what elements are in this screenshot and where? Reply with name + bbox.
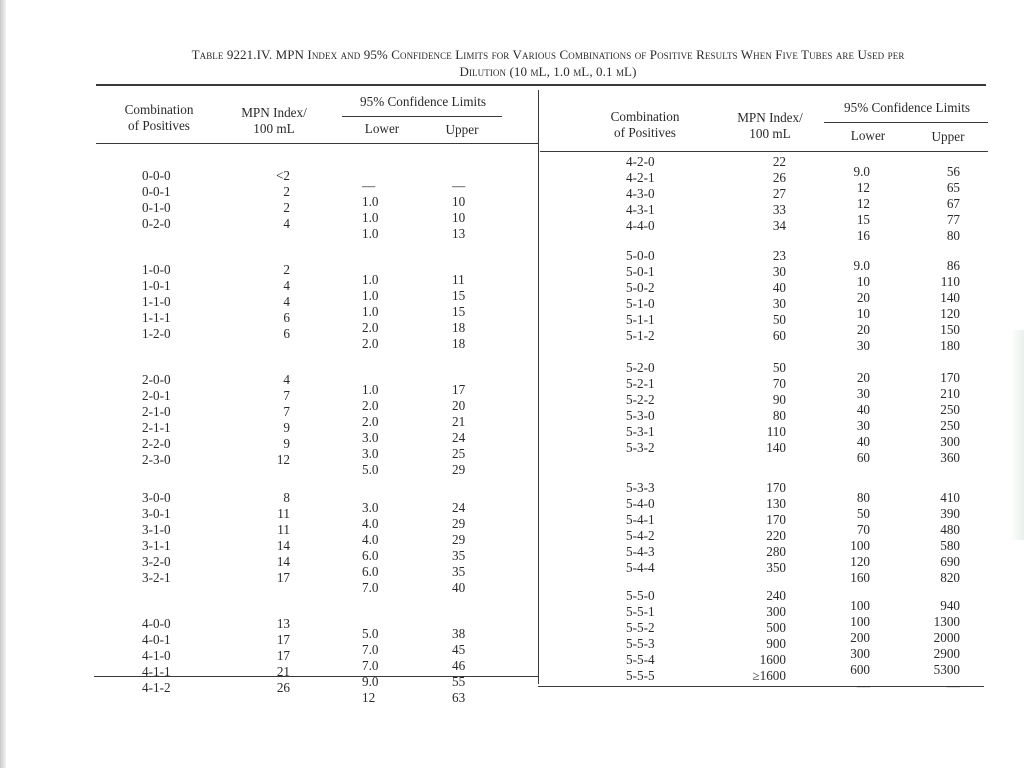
mpn-cell: 33 [772, 202, 786, 217]
combination-cell: 5-5-4 [626, 652, 655, 667]
header-lower-right: Lower [850, 128, 886, 143]
combination-cell: 5-1-2 [626, 328, 655, 343]
mpn-cell: 14 [276, 554, 290, 569]
combination-cell: 5-2-1 [626, 376, 655, 391]
mpn-cell: 23 [772, 248, 786, 263]
upper-cell: 820 [940, 570, 960, 585]
lower-cell: 20 [856, 370, 870, 385]
combination-cell: 5-3-0 [626, 408, 655, 423]
lower-cell: 10 [856, 274, 870, 289]
mpn-cell: 140 [766, 440, 786, 455]
upper-cell: 18 [452, 320, 466, 335]
upper-cell: 29 [452, 532, 466, 547]
upper-cell: 20 [452, 398, 466, 413]
lower-cell: 30 [856, 386, 870, 401]
mpn-cell: ≥1600 [752, 668, 786, 683]
upper-cell: 24 [452, 430, 466, 445]
upper-cell: 24 [452, 500, 466, 515]
upper-cell: 250 [940, 402, 960, 417]
mpn-cell: 11 [277, 506, 290, 521]
mpn-cell: 130 [766, 496, 786, 511]
group-spacer [830, 586, 870, 598]
upper-cell: 2000 [933, 630, 960, 645]
lower-cell: 7.0 [362, 658, 379, 673]
mpn-cell: 7 [283, 404, 290, 419]
upper-cell: 56 [946, 164, 960, 179]
combination-cell: 4-0-0 [142, 616, 171, 631]
mpn-cell: 170 [766, 480, 786, 495]
combination-cell: 3-2-0 [142, 554, 171, 569]
combination-cell: 5-4-2 [626, 528, 655, 543]
mpn-cell: 21 [276, 664, 290, 679]
combination-cell: 2-1-1 [142, 420, 171, 435]
lower-cell: 1.0 [362, 194, 379, 209]
group-spacer [830, 466, 870, 490]
combination-cell: 5-0-1 [626, 264, 655, 279]
mpn-cell: 9 [283, 436, 290, 451]
lower-cell: 120 [850, 554, 870, 569]
combination-cell: 5-2-2 [626, 392, 655, 407]
upper-cell: 18 [452, 336, 466, 351]
combination-cell: 4-3-0 [626, 186, 655, 201]
lower-cell: 1.0 [362, 304, 379, 319]
lower-cell: 12 [856, 196, 870, 211]
upper-cell: 29 [452, 516, 466, 531]
combination-cell: 5-4-4 [626, 560, 655, 575]
mpn-cell: 17 [276, 570, 290, 585]
lower-cell: 9.0 [362, 674, 379, 689]
combination-cell: 5-3-1 [626, 424, 655, 439]
lower-cell: 2.0 [362, 398, 379, 413]
lower-cell: 5.0 [362, 462, 379, 477]
top-rule [96, 84, 986, 86]
lower-cell: 100 [850, 538, 870, 553]
group-spacer [916, 466, 960, 490]
combination-cell: 4-2-1 [626, 170, 655, 185]
group-spacer [916, 586, 960, 598]
combination-cell: 3-2-1 [142, 570, 171, 585]
mpn-cell: 26 [276, 680, 290, 695]
combination-cell: 5-5-1 [626, 604, 655, 619]
mpn-cell: 240 [766, 588, 786, 603]
lower-cell: 12 [856, 180, 870, 195]
combination-cell: 1-1-1 [142, 310, 171, 325]
combination-cell: 1-1-0 [142, 294, 171, 309]
upper-cell: 5300 [933, 662, 960, 677]
lower-cell: 20 [856, 322, 870, 337]
combination-cell: 4-3-1 [626, 202, 655, 217]
lower-cell: 9.0 [853, 258, 870, 273]
upper-cell: 46 [452, 658, 466, 673]
lower-cell: 1.0 [362, 210, 379, 225]
lower-cell: — [856, 678, 870, 693]
mpn-cell: 13 [276, 616, 290, 631]
upper-cell: 10 [452, 194, 466, 209]
upper-cell: 35 [452, 564, 466, 579]
right-combination-column [626, 154, 696, 684]
lower-cell: 9.0 [853, 164, 870, 179]
group-spacer [626, 344, 696, 360]
mpn-cell: 50 [772, 312, 786, 327]
lower-cell: 40 [856, 434, 870, 449]
header-lower: Lower [364, 121, 400, 136]
mpn-cell: 22 [772, 154, 786, 169]
lower-cell: 1.0 [362, 226, 379, 241]
upper-cell: 38 [452, 626, 466, 641]
header-mpn-line1: MPN Index/ [241, 105, 307, 120]
combination-cell: 1-0-1 [142, 278, 171, 293]
table-caption [128, 46, 968, 80]
table-caption-line2: Dilution (10 mL, 1.0 mL, 0.1 mL) [459, 64, 637, 79]
lower-cell: 16 [856, 228, 870, 243]
table-right-half [0, 90, 1024, 693]
lower-cell: 20 [856, 290, 870, 305]
combination-cell: 5-5-5 [626, 668, 655, 683]
upper-cell: 17 [452, 382, 466, 397]
lower-cell: 1.0 [362, 288, 379, 303]
header-upper-right: Upper [931, 129, 965, 144]
mpn-cell: 6 [283, 326, 290, 341]
combination-cell: 5-0-0 [626, 248, 655, 263]
lower-cell: 2.0 [362, 320, 379, 335]
mpn-cell: 34 [772, 218, 786, 233]
upper-cell: 80 [946, 228, 960, 243]
mpn-cell: 30 [772, 296, 786, 311]
mpn-cell: 2 [283, 200, 290, 215]
mpn-cell: 60 [772, 328, 786, 343]
upper-cell: 15 [452, 304, 466, 319]
upper-cell: 86 [946, 258, 960, 273]
combination-cell: 2-0-1 [142, 388, 171, 403]
upper-cell: 45 [452, 642, 466, 657]
combination-cell: 0-2-0 [142, 216, 171, 231]
combination-cell: 5-1-1 [626, 312, 655, 327]
lower-cell: 3.0 [362, 446, 379, 461]
mpn-cell: 70 [772, 376, 786, 391]
upper-cell: 480 [940, 522, 960, 537]
combination-cell: 5-4-3 [626, 544, 655, 559]
upper-cell: 250 [940, 418, 960, 433]
combination-cell: 5-3-2 [626, 440, 655, 455]
combination-cell: 4-1-0 [142, 648, 171, 663]
lower-cell: 6.0 [362, 564, 379, 579]
mpn-cell: 500 [766, 620, 786, 635]
mpn-cell: 4 [283, 372, 290, 387]
header-combination-right [590, 109, 700, 141]
combination-cell: 5-5-3 [626, 636, 655, 651]
lower-cell: 4.0 [362, 532, 379, 547]
combination-cell: 5-0-2 [626, 280, 655, 295]
header-combination-line1: Combination [124, 102, 194, 117]
header-mpn-line2: 100 mL [253, 121, 295, 136]
mpn-cell: 14 [276, 538, 290, 553]
combination-cell: 5-3-3 [626, 480, 655, 495]
mpn-cell: <2 [275, 168, 290, 183]
upper-cell: 120 [940, 306, 960, 321]
upper-cell: 300 [940, 434, 960, 449]
group-spacer [916, 354, 960, 370]
upper-cell: 2900 [933, 646, 960, 661]
upper-cell: 1300 [933, 614, 960, 629]
lower-cell: 50 [856, 506, 870, 521]
right-lower-column [830, 164, 870, 694]
combination-cell: 2-1-0 [142, 404, 171, 419]
upper-cell: 13 [452, 226, 466, 241]
upper-cell: 65 [946, 180, 960, 195]
mpn-cell: 17 [276, 632, 290, 647]
mpn-cell: 6 [283, 310, 290, 325]
upper-cell: 210 [940, 386, 960, 401]
mpn-cell: 40 [772, 280, 786, 295]
mpn-cell: 4 [283, 216, 290, 231]
upper-cell: 360 [940, 450, 960, 465]
group-spacer [720, 576, 786, 588]
combination-cell: 3-1-0 [142, 522, 171, 537]
lower-cell: 300 [850, 646, 870, 661]
group-spacer [830, 244, 870, 258]
combination-cell: 4-0-1 [142, 632, 171, 647]
lower-cell: 12 [362, 690, 376, 705]
group-spacer [720, 456, 786, 480]
combination-cell: 5-1-0 [626, 296, 655, 311]
upper-cell: 10 [452, 210, 466, 225]
lower-cell: 40 [856, 402, 870, 417]
lower-cell: 7.0 [362, 580, 379, 595]
combination-cell: 3-0-0 [142, 490, 171, 505]
upper-cell: 35 [452, 548, 466, 563]
lower-cell: 10 [856, 306, 870, 321]
header-combination-right-line2: of Positives [614, 125, 676, 140]
mpn-cell: 30 [772, 264, 786, 279]
right-mpn-column [720, 154, 786, 684]
mpn-cell: 300 [766, 604, 786, 619]
group-spacer [830, 354, 870, 370]
lower-cell: 1.0 [362, 272, 379, 287]
header-mpn-right-line2: 100 mL [749, 126, 791, 141]
combination-cell: 5-5-2 [626, 620, 655, 635]
header-combination-line2: of Positives [128, 118, 190, 133]
mpn-cell: 280 [766, 544, 786, 559]
header-upper: Upper [445, 122, 479, 137]
group-spacer [626, 456, 696, 480]
header-mpn-index-right [720, 110, 820, 142]
upper-cell: 25 [452, 446, 466, 461]
upper-cell: 67 [946, 196, 960, 211]
group-spacer [720, 344, 786, 360]
upper-cell: — [452, 178, 466, 193]
lower-cell: 3.0 [362, 430, 379, 445]
upper-cell: 55 [452, 674, 466, 689]
lower-cell: 200 [850, 630, 870, 645]
lower-cell: — [362, 178, 376, 193]
lower-cell: 4.0 [362, 516, 379, 531]
combination-cell: 2-0-0 [142, 372, 171, 387]
mpn-cell: 4 [283, 294, 290, 309]
lower-cell: 5.0 [362, 626, 379, 641]
mpn-cell: 2 [283, 184, 290, 199]
upper-cell: 580 [940, 538, 960, 553]
lower-cell: 100 [850, 614, 870, 629]
upper-cell: 140 [940, 290, 960, 305]
upper-cell: 410 [940, 490, 960, 505]
lower-cell: 160 [850, 570, 870, 585]
lower-cell: 3.0 [362, 500, 379, 515]
mpn-cell: 50 [772, 360, 786, 375]
mpn-cell: 17 [276, 648, 290, 663]
group-spacer [626, 234, 696, 248]
combination-cell: 1-2-0 [142, 326, 171, 341]
mpn-cell: 7 [283, 388, 290, 403]
table-caption-label: Table 9221.IV. [191, 47, 273, 62]
upper-cell: 940 [940, 598, 960, 613]
lower-cell: 2.0 [362, 414, 379, 429]
lower-cell: 2.0 [362, 336, 379, 351]
combination-cell: 5-2-0 [626, 360, 655, 375]
combination-cell: 4-2-0 [626, 154, 655, 169]
table-caption-line1: MPN Index and 95% Confidence Limits for Various Combinations of Positive Results When Five Tubes are Used per [275, 47, 905, 62]
group-spacer [916, 244, 960, 258]
group-spacer [720, 234, 786, 248]
mpn-cell: 9 [283, 420, 290, 435]
lower-cell: 600 [850, 662, 870, 677]
upper-cell: 150 [940, 322, 960, 337]
mpn-cell: 1600 [759, 652, 786, 667]
lower-cell: 70 [856, 522, 870, 537]
lower-cell: 7.0 [362, 642, 379, 657]
combination-cell: 4-1-1 [142, 664, 171, 679]
upper-cell: 110 [940, 274, 960, 289]
upper-cell: 390 [940, 506, 960, 521]
mpn-cell: 2 [283, 262, 290, 277]
combination-cell: 4-4-0 [626, 218, 655, 233]
combination-cell: 1-0-0 [142, 262, 171, 277]
upper-cell: 15 [452, 288, 466, 303]
lower-cell: 1.0 [362, 382, 379, 397]
mpn-cell: 350 [766, 560, 786, 575]
combination-cell: 4-1-2 [142, 680, 171, 695]
mpn-cell: 11 [277, 522, 290, 537]
mpn-cell: 220 [766, 528, 786, 543]
lower-cell: 30 [856, 418, 870, 433]
combination-cell: 5-4-0 [626, 496, 655, 511]
mpn-cell: 8 [283, 490, 290, 505]
upper-cell: 40 [452, 580, 466, 595]
group-spacer [626, 576, 696, 588]
header-confidence-limits: 95% Confidence Limits [360, 94, 486, 109]
lower-cell: 60 [856, 450, 870, 465]
upper-cell: 29 [452, 462, 466, 477]
lower-cell: 15 [856, 212, 870, 227]
lower-cell: 6.0 [362, 548, 379, 563]
upper-cell: 690 [940, 554, 960, 569]
mpn-cell: 170 [766, 512, 786, 527]
lower-cell: 100 [850, 598, 870, 613]
upper-cell: 11 [452, 272, 465, 287]
mpn-cell: 80 [772, 408, 786, 423]
mpn-cell: 4 [283, 278, 290, 293]
upper-cell: 77 [946, 212, 960, 227]
combination-cell: 0-1-0 [142, 200, 171, 215]
upper-cell: 63 [452, 690, 466, 705]
combination-cell: 2-3-0 [142, 452, 171, 467]
mpn-cell: 27 [772, 186, 786, 201]
header-mpn-right-line1: MPN Index/ [737, 110, 803, 125]
upper-cell: 170 [940, 370, 960, 385]
mpn-cell: 26 [772, 170, 786, 185]
mpn-cell: 90 [772, 392, 786, 407]
combination-cell: 0-0-0 [142, 168, 171, 183]
upper-cell: — [946, 678, 960, 693]
upper-cell: 21 [452, 414, 466, 429]
combination-cell: 2-2-0 [142, 436, 171, 451]
combination-cell: 3-1-1 [142, 538, 171, 553]
mpn-cell: 110 [766, 424, 786, 439]
mpn-cell: 900 [766, 636, 786, 651]
combination-cell: 5-4-1 [626, 512, 655, 527]
combination-cell: 0-0-1 [142, 184, 171, 199]
mpn-cell: 12 [276, 452, 290, 467]
combination-cell: 3-0-1 [142, 506, 171, 521]
lower-cell: 80 [856, 490, 870, 505]
lower-cell: 30 [856, 338, 870, 353]
combination-cell: 5-5-0 [626, 588, 655, 603]
header-combination-right-line1: Combination [610, 109, 680, 124]
upper-cell: 180 [940, 338, 960, 353]
right-upper-column [916, 164, 960, 694]
header-confidence-limits-right: 95% Confidence Limits [844, 100, 970, 115]
